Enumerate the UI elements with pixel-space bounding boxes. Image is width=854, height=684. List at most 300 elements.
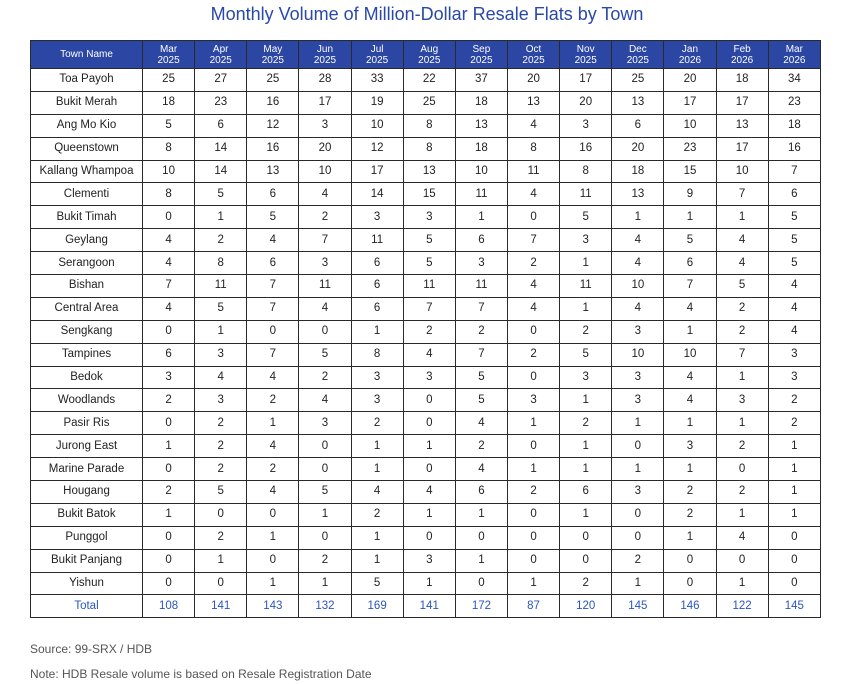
volume-cell: 10: [351, 114, 403, 137]
volume-cell: 11: [455, 183, 507, 206]
table-row: [31, 229, 821, 252]
volume-cell: 0: [560, 526, 612, 549]
volume-cell: 25: [612, 69, 664, 92]
column-header-month: Jan 2026: [664, 41, 716, 69]
town-name-cell: Bukit Batok: [31, 503, 143, 526]
volume-cell: 5: [403, 252, 455, 275]
volume-cell: 20: [507, 69, 559, 92]
volume-cell: 0: [768, 549, 820, 572]
volume-cell: 13: [507, 91, 559, 114]
column-header-month: Dec 2025: [612, 41, 664, 69]
volume-cell: 0: [143, 206, 195, 229]
volume-cell: 1: [560, 297, 612, 320]
total-value-cell: 143: [247, 595, 299, 618]
volume-cell: 8: [143, 183, 195, 206]
volume-cell: 8: [560, 160, 612, 183]
table-row: [31, 183, 821, 206]
town-name-cell: Bukit Merah: [31, 91, 143, 114]
volume-cell: 5: [195, 183, 247, 206]
town-name-cell: Punggol: [31, 526, 143, 549]
volume-cell: 2: [455, 320, 507, 343]
volume-cell: 1: [560, 458, 612, 481]
volume-cell: 4: [716, 526, 768, 549]
volume-cell: 1: [351, 320, 403, 343]
volume-cell: 7: [455, 297, 507, 320]
volume-cell: 17: [351, 160, 403, 183]
volume-cell: 3: [351, 389, 403, 412]
volume-cell: 20: [560, 91, 612, 114]
volume-cell: 2: [716, 481, 768, 504]
table-row: [31, 412, 821, 435]
volume-cell: 6: [247, 252, 299, 275]
volume-cell: 5: [768, 206, 820, 229]
volume-cell: 1: [195, 549, 247, 572]
total-value-cell: 132: [299, 595, 351, 618]
volume-cell: 11: [195, 275, 247, 298]
volume-cell: 23: [768, 91, 820, 114]
volume-cell: 7: [716, 183, 768, 206]
volume-cell: 10: [612, 343, 664, 366]
table-row: [31, 206, 821, 229]
volume-cell: 7: [247, 275, 299, 298]
volume-cell: 4: [664, 389, 716, 412]
volume-cell: 10: [455, 160, 507, 183]
volume-table: [30, 40, 821, 618]
volume-cell: 2: [195, 458, 247, 481]
volume-cell: 5: [768, 252, 820, 275]
volume-cell: 2: [507, 481, 559, 504]
volume-cell: 2: [299, 366, 351, 389]
volume-cell: 6: [247, 183, 299, 206]
volume-cell: 12: [351, 137, 403, 160]
volume-cell: 25: [403, 91, 455, 114]
volume-cell: 0: [143, 458, 195, 481]
volume-cell: 1: [403, 503, 455, 526]
volume-cell: 2: [560, 320, 612, 343]
town-name-cell: Marine Parade: [31, 458, 143, 481]
volume-cell: 0: [247, 549, 299, 572]
town-name-cell: Central Area: [31, 297, 143, 320]
volume-cell: 13: [455, 114, 507, 137]
volume-cell: 0: [507, 503, 559, 526]
volume-cell: 6: [351, 275, 403, 298]
volume-cell: 16: [247, 137, 299, 160]
volume-cell: 25: [247, 69, 299, 92]
volume-cell: 2: [351, 412, 403, 435]
volume-cell: 1: [768, 503, 820, 526]
volume-cell: 8: [403, 137, 455, 160]
volume-cell: 0: [716, 549, 768, 572]
volume-cell: 2: [195, 412, 247, 435]
volume-cell: 3: [351, 366, 403, 389]
volume-cell: 18: [143, 91, 195, 114]
volume-cell: 18: [612, 160, 664, 183]
town-name-cell: Bukit Timah: [31, 206, 143, 229]
volume-cell: 1: [351, 435, 403, 458]
volume-cell: 4: [664, 366, 716, 389]
volume-cell: 4: [768, 275, 820, 298]
volume-cell: 16: [768, 137, 820, 160]
volume-cell: 11: [351, 229, 403, 252]
volume-cell: 11: [299, 275, 351, 298]
volume-cell: 1: [403, 435, 455, 458]
volume-cell: 2: [403, 320, 455, 343]
volume-cell: 2: [351, 503, 403, 526]
volume-cell: 3: [560, 229, 612, 252]
volume-cell: 1: [507, 412, 559, 435]
volume-cell: 1: [560, 435, 612, 458]
volume-cell: 3: [195, 389, 247, 412]
table-row: [31, 91, 821, 114]
total-value-cell: 172: [455, 595, 507, 618]
column-header-town: Town Name: [31, 41, 143, 69]
volume-cell: 0: [143, 572, 195, 595]
table-row: [31, 297, 821, 320]
volume-cell: 2: [716, 320, 768, 343]
volume-cell: 7: [455, 343, 507, 366]
volume-cell: 13: [612, 183, 664, 206]
volume-cell: 3: [143, 366, 195, 389]
volume-cell: 2: [195, 526, 247, 549]
table-row: [31, 435, 821, 458]
volume-cell: 14: [351, 183, 403, 206]
volume-cell: 4: [143, 229, 195, 252]
volume-cell: 0: [507, 549, 559, 572]
volume-cell: 13: [403, 160, 455, 183]
volume-cell: 11: [455, 275, 507, 298]
volume-cell: 3: [403, 366, 455, 389]
volume-cell: 0: [455, 572, 507, 595]
volume-cell: 1: [716, 366, 768, 389]
table-header-row: [31, 41, 821, 69]
volume-cell: 18: [455, 91, 507, 114]
volume-cell: 1: [560, 389, 612, 412]
column-header-month: Jun 2025: [299, 41, 351, 69]
volume-cell: 2: [143, 481, 195, 504]
volume-cell: 14: [195, 160, 247, 183]
volume-cell: 4: [612, 229, 664, 252]
volume-cell: 2: [768, 389, 820, 412]
volume-cell: 2: [195, 229, 247, 252]
volume-cell: 11: [403, 275, 455, 298]
volume-cell: 12: [247, 114, 299, 137]
town-name-cell: Clementi: [31, 183, 143, 206]
volume-cell: 5: [560, 206, 612, 229]
volume-cell: 0: [455, 526, 507, 549]
volume-cell: 2: [560, 412, 612, 435]
volume-cell: 13: [716, 114, 768, 137]
volume-cell: 4: [507, 114, 559, 137]
volume-cell: 1: [143, 503, 195, 526]
table-row: [31, 275, 821, 298]
volume-cell: 0: [143, 320, 195, 343]
volume-cell: 3: [612, 366, 664, 389]
table-row: [31, 114, 821, 137]
volume-cell: 10: [664, 343, 716, 366]
volume-cell: 0: [560, 549, 612, 572]
volume-cell: 1: [716, 206, 768, 229]
volume-cell: 2: [507, 252, 559, 275]
volume-cell: 4: [247, 481, 299, 504]
volume-cell: 34: [768, 69, 820, 92]
column-header-month: Sep 2025: [455, 41, 507, 69]
total-value-cell: 145: [768, 595, 820, 618]
town-name-cell: Kallang Whampoa: [31, 160, 143, 183]
table-row: [31, 503, 821, 526]
volume-cell: 3: [716, 389, 768, 412]
volume-cell: 11: [560, 275, 612, 298]
table-row: [31, 252, 821, 275]
volume-cell: 0: [768, 526, 820, 549]
volume-cell: 7: [664, 275, 716, 298]
table-row: [31, 160, 821, 183]
volume-cell: 3: [299, 114, 351, 137]
total-value-cell: 141: [195, 595, 247, 618]
table-row: [31, 366, 821, 389]
volume-cell: 8: [507, 137, 559, 160]
volume-cell: 1: [143, 435, 195, 458]
volume-cell: 4: [455, 458, 507, 481]
table-row: [31, 343, 821, 366]
volume-cell: 14: [195, 137, 247, 160]
column-header-month: Feb 2026: [716, 41, 768, 69]
volume-cell: 1: [612, 458, 664, 481]
volume-cell: 1: [195, 320, 247, 343]
volume-cell: 0: [507, 206, 559, 229]
volume-cell: 2: [143, 389, 195, 412]
volume-cell: 6: [351, 297, 403, 320]
volume-cell: 4: [716, 252, 768, 275]
volume-cell: 6: [351, 252, 403, 275]
volume-cell: 16: [247, 91, 299, 114]
town-name-cell: Serangoon: [31, 252, 143, 275]
total-value-cell: 120: [560, 595, 612, 618]
volume-cell: 3: [612, 481, 664, 504]
table-row: [31, 481, 821, 504]
column-header-month: Aug 2025: [403, 41, 455, 69]
volume-cell: 2: [507, 343, 559, 366]
column-header-month: Jul 2025: [351, 41, 403, 69]
column-header-month: Nov 2025: [560, 41, 612, 69]
volume-cell: 3: [560, 366, 612, 389]
volume-cell: 3: [195, 343, 247, 366]
volume-cell: 17: [716, 91, 768, 114]
volume-cell: 1: [664, 206, 716, 229]
volume-cell: 0: [507, 320, 559, 343]
volume-cell: 1: [768, 435, 820, 458]
volume-cell: 7: [768, 160, 820, 183]
volume-cell: 13: [247, 160, 299, 183]
volume-cell: 2: [612, 549, 664, 572]
volume-cell: 11: [560, 183, 612, 206]
volume-cell: 25: [143, 69, 195, 92]
volume-cell: 3: [351, 206, 403, 229]
table-row: [31, 526, 821, 549]
volume-cell: 5: [299, 343, 351, 366]
volume-cell: 2: [664, 503, 716, 526]
volume-cell: 1: [247, 412, 299, 435]
column-header-month: Oct 2025: [507, 41, 559, 69]
volume-cell: 8: [195, 252, 247, 275]
volume-cell: 6: [455, 229, 507, 252]
volume-cell: 0: [664, 572, 716, 595]
volume-cell: 8: [403, 114, 455, 137]
volume-cell: 16: [560, 137, 612, 160]
volume-cell: 4: [247, 229, 299, 252]
column-header-month: May 2025: [247, 41, 299, 69]
volume-cell: 20: [299, 137, 351, 160]
volume-cell: 9: [664, 183, 716, 206]
town-name-cell: Woodlands: [31, 389, 143, 412]
volume-cell: 6: [455, 481, 507, 504]
volume-cell: 22: [403, 69, 455, 92]
registration-note: Note: HDB Resale volume is based on Resale Registration Date: [30, 667, 372, 681]
volume-cell: 1: [351, 549, 403, 572]
volume-cell: 4: [716, 229, 768, 252]
volume-cell: 11: [507, 160, 559, 183]
total-value-cell: 122: [716, 595, 768, 618]
volume-cell: 3: [768, 343, 820, 366]
table-row: [31, 549, 821, 572]
volume-cell: 19: [351, 91, 403, 114]
volume-cell: 2: [247, 458, 299, 481]
total-value-cell: 145: [612, 595, 664, 618]
volume-cell: 5: [247, 206, 299, 229]
table-row: [31, 137, 821, 160]
volume-cell: 10: [716, 160, 768, 183]
volume-cell: 6: [664, 252, 716, 275]
volume-cell: 4: [143, 297, 195, 320]
volume-cell: 0: [299, 458, 351, 481]
volume-cell: 4: [768, 320, 820, 343]
volume-cell: 4: [612, 297, 664, 320]
volume-cell: 2: [195, 435, 247, 458]
volume-cell: 6: [195, 114, 247, 137]
volume-cell: 2: [299, 206, 351, 229]
volume-cell: 0: [195, 572, 247, 595]
table-row: [31, 572, 821, 595]
volume-cell: 4: [299, 389, 351, 412]
volume-cell: 4: [455, 412, 507, 435]
volume-cell: 2: [664, 481, 716, 504]
volume-cell: 5: [195, 481, 247, 504]
volume-cell: 18: [716, 69, 768, 92]
volume-cell: 1: [768, 458, 820, 481]
volume-cell: 4: [143, 252, 195, 275]
volume-cell: 17: [716, 137, 768, 160]
volume-cell: 1: [664, 320, 716, 343]
volume-cell: 13: [612, 91, 664, 114]
volume-cell: 5: [299, 481, 351, 504]
volume-cell: 8: [143, 137, 195, 160]
volume-cell: 5: [143, 114, 195, 137]
volume-cell: 3: [560, 114, 612, 137]
volume-cell: 6: [768, 183, 820, 206]
volume-cell: 0: [247, 503, 299, 526]
volume-cell: 1: [664, 458, 716, 481]
volume-cell: 4: [351, 481, 403, 504]
volume-cell: 4: [507, 275, 559, 298]
volume-cell: 4: [403, 343, 455, 366]
volume-cell: 17: [560, 69, 612, 92]
volume-cell: 18: [768, 114, 820, 137]
volume-cell: 5: [455, 366, 507, 389]
volume-cell: 0: [716, 458, 768, 481]
volume-cell: 4: [247, 435, 299, 458]
volume-cell: 0: [664, 549, 716, 572]
total-value-cell: 87: [507, 595, 559, 618]
volume-cell: 1: [351, 526, 403, 549]
volume-cell: 5: [560, 343, 612, 366]
town-name-cell: Bukit Panjang: [31, 549, 143, 572]
town-name-cell: Jurong East: [31, 435, 143, 458]
volume-cell: 0: [403, 458, 455, 481]
volume-cell: 1: [560, 503, 612, 526]
volume-cell: 1: [195, 206, 247, 229]
volume-cell: 4: [195, 366, 247, 389]
volume-cell: 17: [664, 91, 716, 114]
volume-cell: 18: [455, 137, 507, 160]
volume-cell: 3: [299, 412, 351, 435]
volume-cell: 1: [351, 458, 403, 481]
table-row: [31, 458, 821, 481]
volume-cell: 7: [299, 229, 351, 252]
volume-cell: 1: [455, 206, 507, 229]
volume-cell: 1: [664, 412, 716, 435]
volume-cell: 0: [507, 526, 559, 549]
volume-cell: 0: [299, 435, 351, 458]
column-header-month: Mar 2025: [143, 41, 195, 69]
volume-cell: 7: [403, 297, 455, 320]
volume-cell: 2: [455, 435, 507, 458]
volume-cell: 1: [247, 526, 299, 549]
total-row: [31, 595, 821, 618]
volume-cell: 2: [716, 297, 768, 320]
volume-cell: 4: [247, 366, 299, 389]
volume-cell: 0: [507, 435, 559, 458]
town-name-cell: Toa Payoh: [31, 69, 143, 92]
volume-cell: 5: [768, 229, 820, 252]
volume-cell: 0: [195, 503, 247, 526]
volume-cell: 3: [403, 549, 455, 572]
town-name-cell: Geylang: [31, 229, 143, 252]
volume-cell: 1: [612, 412, 664, 435]
volume-cell: 23: [664, 137, 716, 160]
volume-cell: 4: [299, 297, 351, 320]
volume-cell: 2: [768, 412, 820, 435]
volume-cell: 5: [351, 572, 403, 595]
volume-cell: 1: [247, 572, 299, 595]
volume-cell: 0: [403, 412, 455, 435]
volume-cell: 28: [299, 69, 351, 92]
volume-cell: 4: [612, 252, 664, 275]
volume-cell: 4: [299, 183, 351, 206]
volume-cell: 0: [143, 412, 195, 435]
volume-cell: 3: [455, 252, 507, 275]
town-name-cell: Hougang: [31, 481, 143, 504]
volume-cell: 1: [612, 572, 664, 595]
volume-cell: 10: [299, 160, 351, 183]
town-name-cell: Queenstown: [31, 137, 143, 160]
volume-cell: 2: [560, 572, 612, 595]
volume-cell: 5: [195, 297, 247, 320]
volume-cell: 10: [612, 275, 664, 298]
volume-cell: 10: [664, 114, 716, 137]
volume-cell: 23: [195, 91, 247, 114]
volume-cell: 4: [507, 297, 559, 320]
table-row: [31, 389, 821, 412]
volume-cell: 17: [299, 91, 351, 114]
